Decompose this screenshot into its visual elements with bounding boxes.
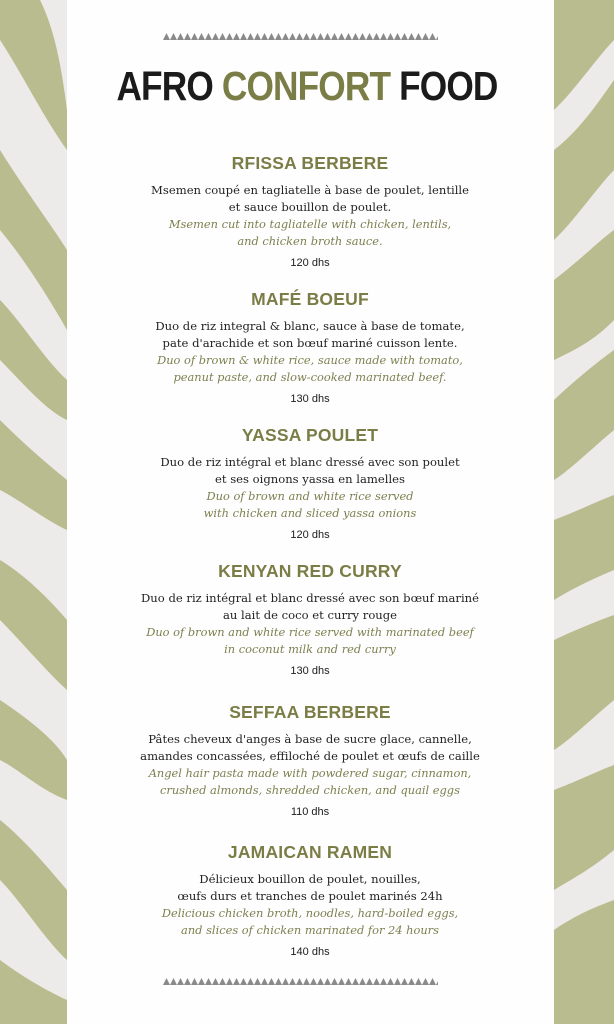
item-price: 110 dhs	[290, 806, 330, 818]
menu-item	[80, 425, 540, 542]
item-description-fr: Pâtes cheveux d'anges à base de sucre glace, cannelle, amandes concassées, effiloché de poulet et œufs de caille	[140, 732, 480, 763]
item-price: 120 dhs	[290, 257, 330, 269]
item-description-en: Duo of brown and white rice served with chicken and sliced yassa onions	[203, 489, 417, 520]
item-description-en: Angel hair pasta made with powdered sugar, cinnamon, crushed almonds, shredded chicken, and quail eggs	[148, 766, 472, 797]
item-name: SEFFAA BERBERE	[229, 702, 391, 722]
item-description-fr: Duo de riz integral & blanc, sauce à base de tomate, pate d'arachide et son bœuf mariné cuisson lente.	[155, 319, 465, 350]
item-name: YASSA POULET	[241, 425, 379, 445]
item-description-en: Delicious chicken broth, noodles, hard-boiled eggs, and slices of chicken marinated for 24 hours	[161, 906, 459, 937]
item-price: 130 dhs	[290, 665, 330, 677]
menu-title	[43, 60, 571, 112]
menu-item	[80, 561, 540, 678]
item-price: 140 dhs	[290, 946, 330, 958]
menu-item	[80, 153, 540, 270]
item-description-fr: Duo de riz intégral et blanc dressé avec son bœuf mariné au lait de coco et curry rouge	[141, 591, 479, 622]
title-afro: AFRO	[116, 63, 213, 109]
title-confort: CONFORT	[221, 63, 391, 109]
item-price: 130 dhs	[290, 393, 330, 405]
item-name: RFISSA BERBERE	[231, 153, 389, 173]
item-description-fr: Msemen coupé en tagliatelle à base de poulet, lentille et sauce bouillon de poulet.	[151, 183, 469, 214]
zigzag-divider-top	[163, 33, 438, 40]
item-description-en: Duo of brown and white rice served with marinated beef in coconut milk and red curry	[146, 625, 474, 656]
item-name: MAFÉ BOEUF	[251, 289, 369, 309]
item-description-en: Msemen cut into tagliatelle with chicken, lentils, and chicken broth sauce.	[168, 217, 452, 248]
menu-item	[80, 702, 540, 819]
title-food: FOOD	[399, 63, 498, 109]
item-price: 120 dhs	[290, 529, 330, 541]
zigzag-divider-bottom	[163, 978, 438, 985]
item-description-fr: Duo de riz intégral et blanc dressé avec son poulet et ses oignons yassa en lamelles	[160, 455, 460, 486]
menu-item	[80, 289, 540, 406]
item-name: JAMAICAN RAMEN	[227, 842, 393, 862]
item-description-fr: Délicieux bouillon de poulet, nouilles, œufs durs et tranches de poulet marinés 24h	[177, 872, 443, 903]
menu-item	[80, 842, 540, 959]
item-name: KENYAN RED CURRY	[218, 561, 402, 581]
item-description-en: Duo of brown & white rice, sauce made with tomato, peanut paste, and slow-cooked marinated beef.	[157, 353, 463, 384]
